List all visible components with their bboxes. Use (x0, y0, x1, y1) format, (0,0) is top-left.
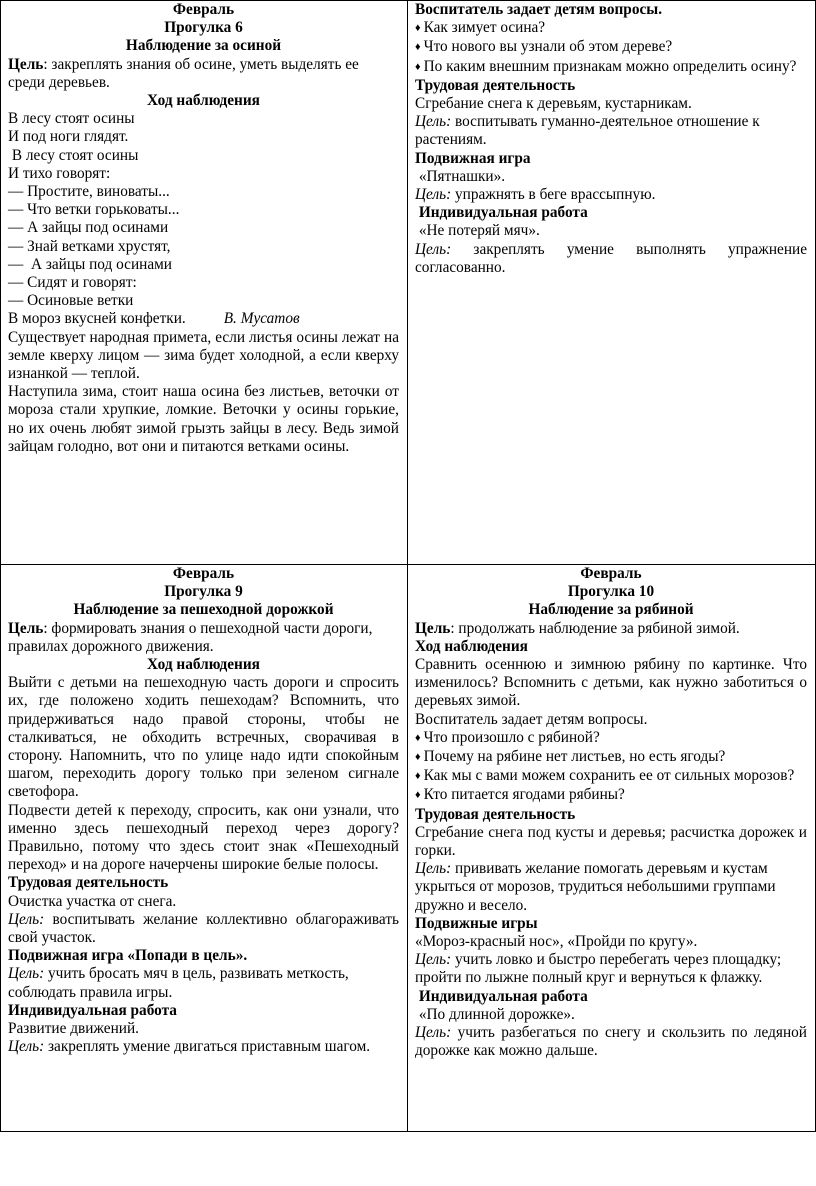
goal-text: закреплять умение двигаться приставным шагом. (44, 1038, 371, 1056)
goal-label: Цель (8, 55, 44, 73)
poem-line: И тихо говорят: (8, 164, 111, 182)
observation-title: Наблюдение за осиной (125, 37, 282, 55)
month-heading: Февраль (172, 1, 235, 18)
goal-label: Цель: (415, 1024, 452, 1042)
observation-title: Наблюдение за рябиной (528, 601, 694, 619)
walk-number: Прогулка 6 (164, 19, 243, 37)
individual-heading: Индивидуальная работа (415, 987, 588, 1005)
goal-text: воспитывать желание коллективно облагораживать свой участок. (8, 910, 399, 947)
game-goal (8, 965, 399, 1001)
poem-line-last (8, 310, 399, 328)
goal-text: воспитывать гуманно-деятельное отношение к растениям. (415, 113, 760, 149)
individual-text: Развитие движений. (8, 1020, 139, 1038)
games-goal (415, 951, 807, 1006)
individual-goal (8, 1038, 399, 1056)
observation-title: Наблюдение за пешеходной дорожкой (73, 601, 334, 619)
goal-label: Цель: (415, 860, 452, 878)
course-heading: Ход наблюдения (415, 637, 528, 655)
table-row (0, 564, 816, 1132)
questions-intro: Воспитатель задает детям вопросы. (415, 710, 648, 728)
goal-text: учить разбегаться по снегу и скользить по ледяной дорожке как можно дальше. (415, 1024, 807, 1060)
labor-goal (8, 911, 399, 947)
individual-goal (415, 241, 807, 277)
labor-text: Сгребание снега под кусты и деревья; расчистка дорожек и горки. (415, 823, 807, 860)
labor-heading: Трудовая деятельность (415, 76, 576, 94)
question-item: ♦ По каким внешним признакам можно определить осину? (415, 58, 807, 77)
poem-line: — Знай ветками хрустят, (8, 237, 171, 255)
labor-text: Очистка участка от снега. (8, 892, 177, 910)
games-text: «Мороз-красный нос», «Пройди по кругу». (415, 933, 698, 951)
goal-label: Цель: (8, 965, 45, 983)
poem-line: — Простите, виноваты... (8, 183, 170, 201)
labor-goal (415, 860, 807, 915)
goal-paragraph (8, 56, 399, 92)
goal-text: закреплять умение выполнять упражнение согласованно. (415, 240, 807, 276)
goal-label: Цель: (415, 240, 452, 258)
goal-text: прививать желание помогать деревьям и кустам укрыться от морозов, трудиться небольшими группами дружно и весело. (415, 860, 776, 914)
walk-number: Прогулка 10 (567, 583, 655, 601)
question-item: ♦ Как мы с вами можем сохранить ее от сильных морозов? (415, 767, 807, 786)
labor-heading: Трудовая деятельность (8, 874, 169, 892)
course-heading: Ход наблюдения (147, 656, 260, 674)
goal-text: учить бросать мяч в цель, развивать меткость, соблюдать правила игры. (8, 965, 349, 1001)
walk-number: Прогулка 9 (164, 583, 243, 601)
goal-text: : продолжать наблюдение за рябиной зимой. (450, 619, 740, 637)
month-heading: Февраль (172, 565, 235, 582)
poem-line: — А зайцы под осинами (8, 219, 169, 237)
poem-text: В мороз вкусней конфетки. (8, 310, 186, 328)
goal-label: Цель: (8, 1038, 45, 1056)
poem-line: И под ноги глядят. (8, 128, 129, 146)
goal-label: Цель: (415, 113, 452, 131)
goal-label: Цель: (8, 910, 45, 928)
body-paragraph: Выйти с детьми на пешеходную часть дороги и спросить их, где положено ходить пешеходам? Вспомнить, что придерживаться надо правой стороны, чтобы не сталкиваться, не обходить встречных, сворачивая в сторону. Напомнить, что по улице надо идти спокойным шагом, переходить дорогу только при зеленом сигнале светофора. (8, 674, 399, 801)
table-row (0, 0, 816, 564)
walk-9-cell (0, 565, 408, 1131)
body-paragraph: Существует народная примета, если листья осины лежат на земле кверху лицом — зима будет холодной, а если кверху изнанкой — теплой. (8, 328, 399, 383)
body-paragraph: Сравнить осеннюю и зимнюю рябину по картинке. Что изменилось? Вспомнить с детьми, как нужно заботиться о деревьях зимой. (415, 656, 807, 710)
month-heading: Февраль (580, 565, 642, 582)
body-paragraph: Подвести детей к переходу, спросить, как они узнали, что именно здесь пешеходный переход через дорогу? Правильно, потому что здесь стоит знак «Пешеходный переход» и на дороге начерчены широкие белые полосы. (8, 801, 399, 874)
walk-10-cell (408, 565, 816, 1131)
labor-goal (415, 113, 807, 149)
course-heading: Ход наблюдения (147, 92, 260, 110)
poem-line: — Осиновые ветки (8, 292, 134, 310)
games-heading: Подвижные игры (415, 914, 538, 932)
walk-6-cell (0, 1, 408, 564)
goal-paragraph (415, 620, 807, 638)
game-heading: Подвижная игра (415, 149, 531, 167)
individual-heading: Индивидуальная работа (8, 1001, 177, 1019)
goal-label: Цель: (415, 951, 452, 969)
labor-heading: Трудовая деятельность (415, 805, 576, 823)
goal-text: учить ловко и быстро перебегать через площадку; пройти по лыжне полный круг и вернуться к флажку. (415, 951, 782, 987)
walk-6-continuation-cell (408, 1, 816, 564)
labor-text: Сгребание снега к деревьям, кустарникам. (415, 95, 692, 113)
poem-author: В. Мусатов (223, 310, 300, 328)
goal-label: Цель (8, 619, 44, 637)
question-item: ♦ Кто питается ягодами рябины? (415, 786, 807, 805)
individual-text: «Не потеряй мяч». (415, 222, 540, 240)
game-goal (415, 186, 807, 204)
questions-heading: Воспитатель задает детям вопросы. (415, 1, 663, 18)
poem-line: — А зайцы под осинами (8, 255, 172, 273)
individual-heading: Индивидуальная работа (415, 204, 588, 222)
goal-paragraph (8, 620, 399, 656)
question-item: ♦ Как зимует осина? (415, 19, 807, 38)
question-item: ♦ Что нового вы узнали об этом дереве? (415, 38, 807, 57)
goal-text: : закреплять знания об осине, уметь выделять ее среди деревьев. (8, 55, 359, 91)
goal-label: Цель (415, 619, 451, 637)
individual-goal (415, 1024, 807, 1060)
question-item: ♦ Почему на рябине нет листьев, но есть ягоды? (415, 748, 807, 767)
poem-line: — Что ветки горьковаты... (8, 201, 180, 219)
goal-text: : формировать знания о пешеходной части дороги, правилах дорожного движения. (8, 619, 373, 655)
game-heading: Подвижная игра «Попади в цель». (8, 947, 248, 965)
poem-line: В лесу стоят осины (8, 110, 135, 128)
poem-line: — Сидят и говорят: (8, 274, 137, 292)
game-text: «Пятнашки». (415, 167, 506, 185)
individual-text: «По длинной дорожке». (415, 1005, 575, 1023)
goal-label: Цель: (415, 186, 452, 204)
poem-line: В лесу стоят осины (8, 146, 139, 164)
question-item: ♦ Что произошло с рябиной? (415, 729, 807, 748)
body-paragraph: Наступила зима, стоит наша осина без листьев, веточки от мороза стали хрупкие, ломкие. Веточки у осины горькие, но их очень любят зимой грызть зайцы в лесу. Ведь зимой зайцам голодно, вот они и питаются ветками осины. (8, 383, 399, 455)
goal-text: упражнять в беге врассыпную. (451, 186, 656, 204)
